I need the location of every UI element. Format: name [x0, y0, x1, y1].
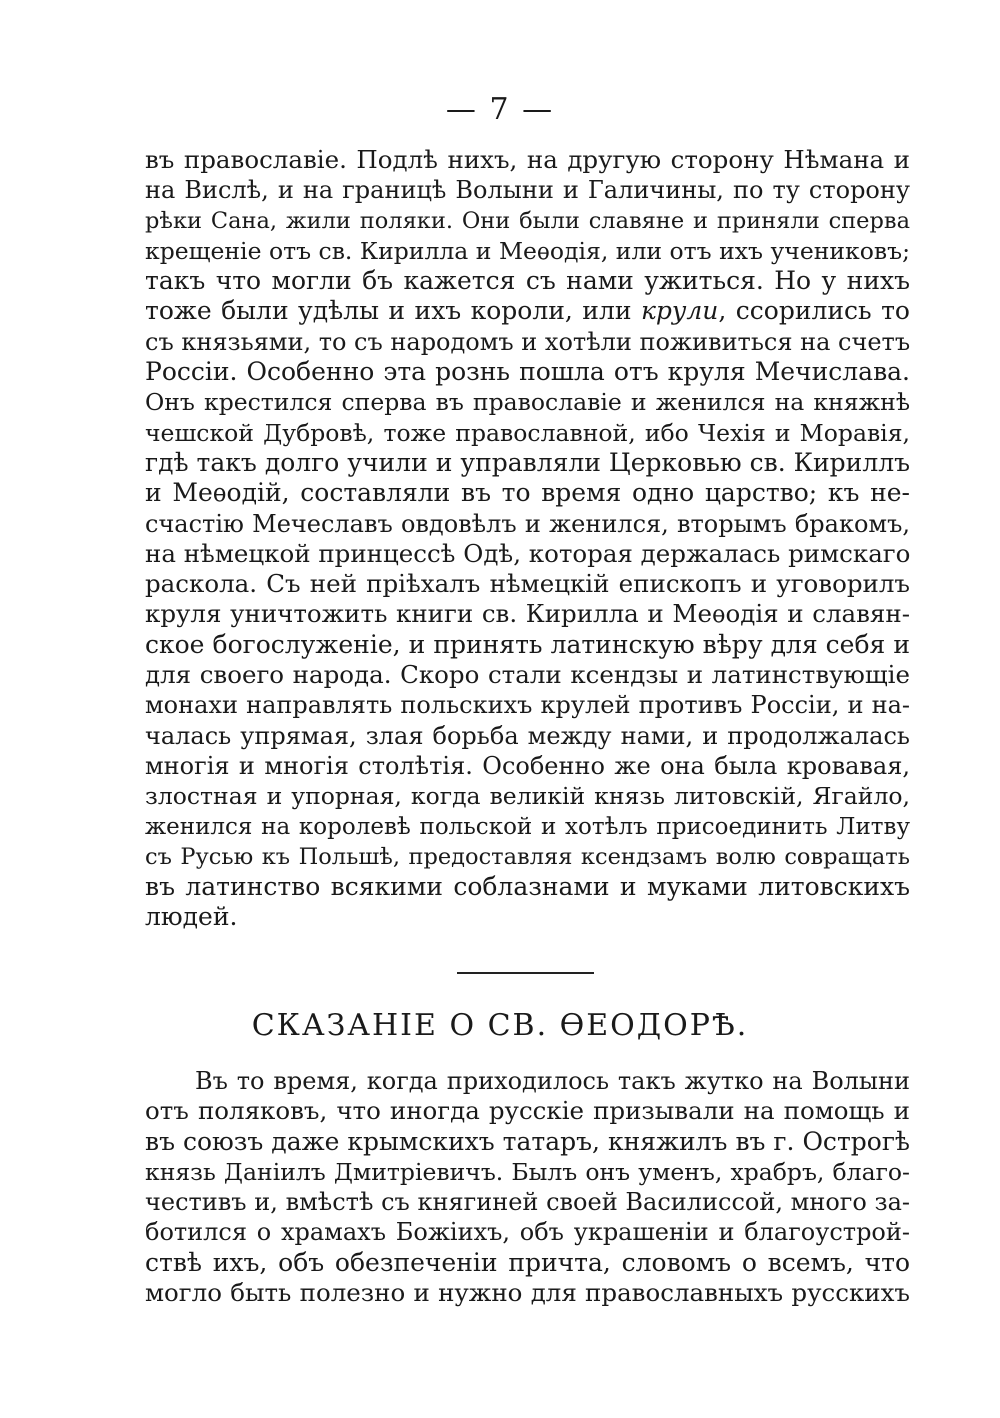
text-line: съ князьями, то съ народомъ и хотѣли поживиться на счетъ — [145, 327, 911, 356]
section-paragraph — [145, 1066, 910, 1308]
body-paragraph — [145, 145, 910, 933]
text-line: чешской Дубровѣ, тоже православной, ибо Чехія и Моравія, — [145, 418, 910, 447]
text-segment: тоже были удѣлы и ихъ короли, или — [145, 296, 632, 326]
text-line: въ союзъ даже крымскихъ татаръ, княжилъ въ г. Острогѣ — [145, 1126, 910, 1156]
section-title: СКАЗАНІЕ О СВ. ѲЕОДОРѢ. — [251, 1008, 749, 1043]
text-line: ботился о храмахъ Божіихъ, объ украшеніи и благоустрой- — [145, 1218, 910, 1247]
text-line: на нѣмецкой принцессѣ Одѣ, которая держалась римскаго — [145, 538, 911, 568]
text-line: Въ то время, когда приходилось такъ жутко на Волыни — [195, 1067, 910, 1095]
text-line: злостная и упорная, когда великій князь литовскій, Ягайло, — [145, 782, 910, 811]
text-line: честивъ и, вмѣстѣ съ княгиней своей Василиссой, много за- — [145, 1188, 910, 1217]
italic-word: крули — [640, 296, 719, 326]
text-line: отъ поляковъ, что иногда русскіе призывали на помощь и — [145, 1096, 910, 1126]
section-divider — [457, 972, 594, 974]
text-line: раскола. Съ ней пріѣхалъ нѣмецкій епископъ и уговорилъ — [145, 569, 910, 599]
text-line: для своего народа. Скоро стали ксендзы и латинствующіе — [145, 660, 910, 690]
text-line: могло быть полезно и нужно для православныхъ русскихъ — [145, 1278, 910, 1308]
page-number: — 7 — — [445, 92, 555, 127]
text-line: монахи направлять польскихъ крулей противъ Россіи, и на- — [145, 691, 910, 720]
text-line: чалась упрямая, злая борьба между нами, и продолжалась — [145, 721, 910, 750]
text-line: въ латинство всякими соблазнами и муками литовскихъ — [145, 872, 910, 902]
text-line: крещеніе отъ св. Кирилла и Меѳодія, или отъ ихъ учениковъ; — [145, 236, 910, 265]
text-line: людей. — [145, 902, 238, 932]
text-line: такъ что могли бъ кажется съ нами ужиться. Но у нихъ — [145, 266, 910, 296]
text-line: счастію Мечеславъ овдовѣлъ и женился, вторымъ бракомъ, — [145, 509, 910, 538]
text-line: круля уничтожить книги св. Кирилла и Меѳодія и славян- — [145, 599, 910, 629]
text-line: и Меѳодій, составляли въ то время одно царство; къ не- — [145, 478, 910, 508]
text-line: въ православіе. Подлѣ нихъ, на другую сторону Нѣмана и — [145, 145, 910, 174]
text-line: Онъ крестился сперва въ православіе и женился на княжнѣ — [145, 388, 910, 417]
text-line: ское богослуженіе, и принять латинскую вѣру для себя и — [145, 629, 910, 659]
text-line: ствѣ ихъ, объ обезпеченіи причта, словомъ о всемъ, что — [145, 1247, 910, 1277]
text-line: рѣки Сана, жили поляки. Они были славяне и приняли сперва — [145, 207, 910, 234]
text-line: на Вислѣ, и на границѣ Волыни и Галичины, по ту сторону — [145, 176, 910, 205]
text-line: гдѣ такъ долго учили и управляли Церковью св. Кириллъ — [145, 447, 910, 477]
text-line: Россіи. Особенно эта рознь пошла отъ круля Мечислава. — [145, 357, 910, 387]
text-line — [145, 296, 910, 326]
text-line: многія и многія столѣтія. Особенно же она была кровавая, — [145, 751, 910, 780]
text-line: женился на королевѣ польской и хотѣлъ присоединить Литву — [145, 813, 910, 840]
text-line: съ Русью къ Польшѣ, предоставляя ксендзамъ волю совращать — [145, 843, 910, 870]
text-segment: , ссорились то — [718, 296, 910, 326]
text-line: князь Даніилъ Дмитріевичъ. Былъ онъ уменъ, храбръ, благо- — [145, 1157, 910, 1186]
